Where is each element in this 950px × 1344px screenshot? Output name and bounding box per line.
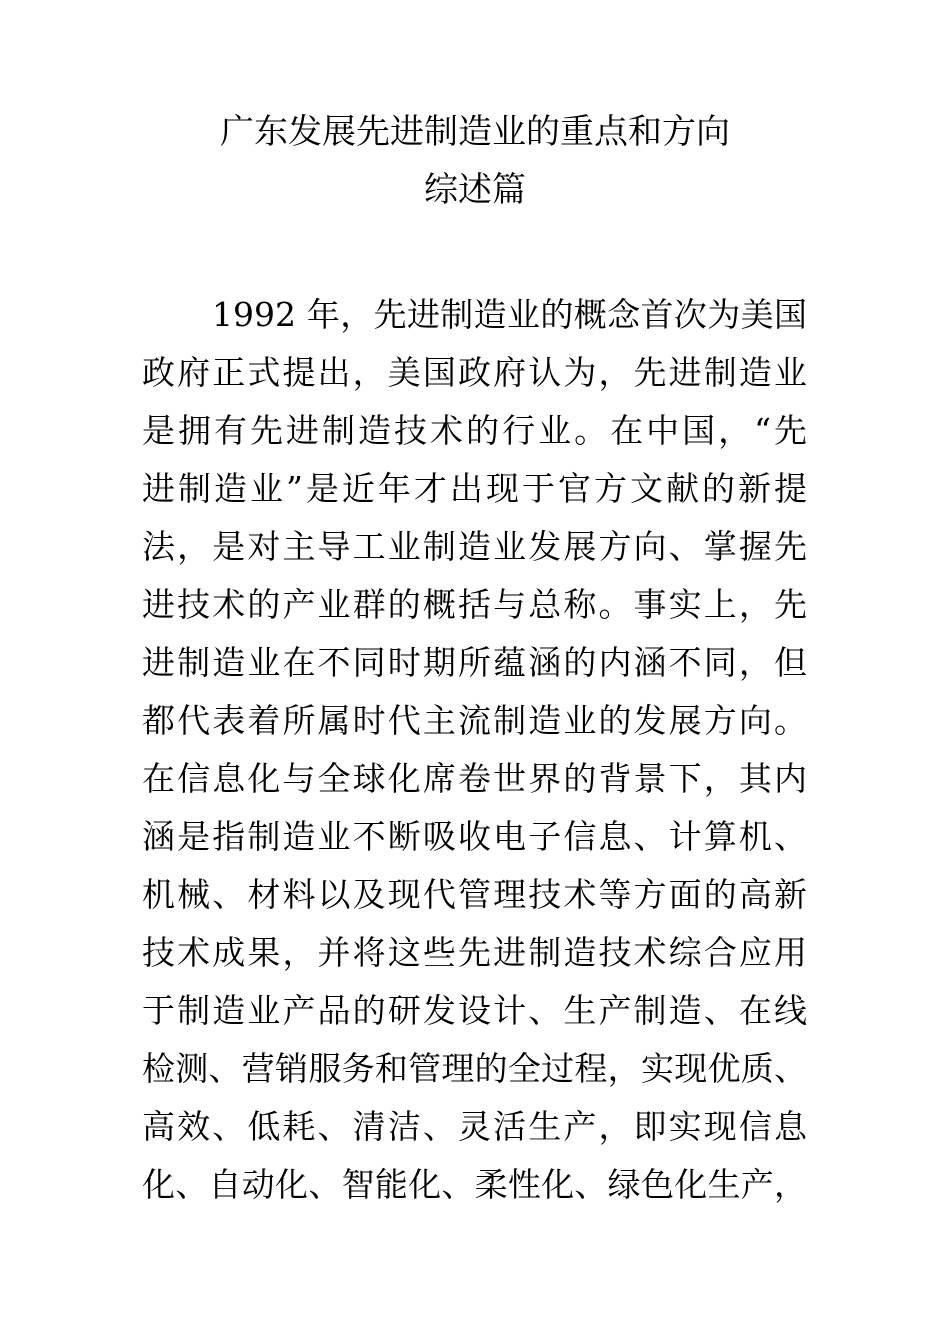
document-subtitle: 综述篇 [424, 170, 526, 210]
body-line: 高效、低耗、清洁、灵活生产，即实现信息 [142, 1107, 807, 1146]
body-line: 进制造业”是近年才出现于官方文献的新提 [142, 469, 807, 508]
body-line: 检测、营销服务和管理的全过程，实现优质、 [142, 1049, 807, 1088]
body-line: 涵是指制造业不断吸收电子信息、计算机、 [142, 817, 807, 856]
body-line: 进技术的产业群的概括与总称。事实上，先 [142, 585, 807, 624]
body-line: 政府正式提出，美国政府认为，先进制造业 [142, 353, 807, 392]
document-body [142, 286, 807, 1214]
body-line: 1992 年，先进制造业的概念首次为美国 [212, 295, 807, 334]
body-line: 在信息化与全球化席卷世界的背景下，其内 [142, 759, 807, 798]
body-line: 化、自动化、智能化、柔性化、绿色化生产， [142, 1165, 807, 1204]
body-line: 是拥有先进制造技术的行业。在中国，“先 [142, 411, 807, 450]
body-line: 机械、材料以及现代管理技术等方面的高新 [142, 875, 807, 914]
body-line: 进制造业在不同时期所蕴涵的内涵不同，但 [142, 643, 807, 682]
body-line: 都代表着所属时代主流制造业的发展方向。 [142, 701, 807, 740]
body-line: 技术成果，并将这些先进制造技术综合应用 [142, 933, 807, 972]
body-line: 法，是对主导工业制造业发展方向、掌握先 [142, 527, 807, 566]
body-line: 于制造业产品的研发设计、生产制造、在线 [142, 991, 807, 1030]
document-title: 广东发展先进制造业的重点和方向 [220, 112, 730, 152]
